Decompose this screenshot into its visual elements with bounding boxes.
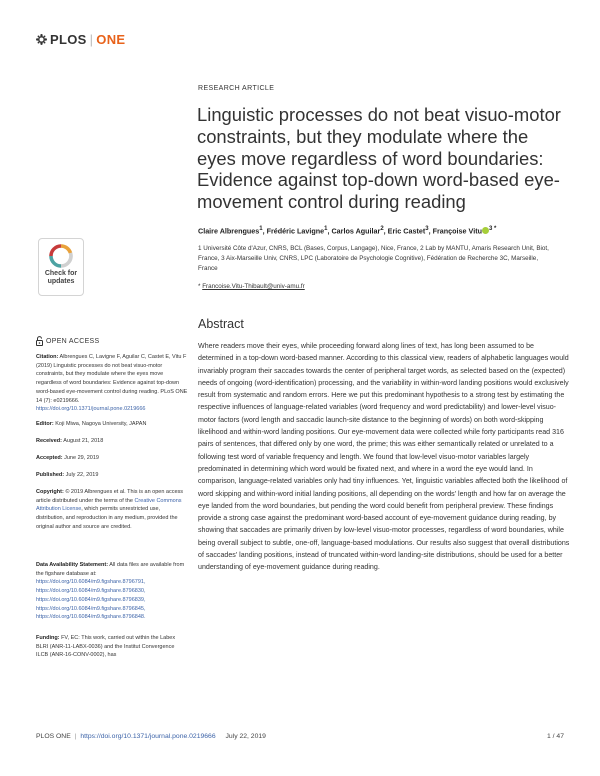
check-for-updates-line2: updates bbox=[47, 278, 75, 285]
journal-name-plos: PLOS bbox=[50, 32, 87, 47]
check-for-updates-badge[interactable] bbox=[38, 238, 84, 296]
correspondence: * Francoise.Vitu-Thibault@univ-amu.fr bbox=[198, 283, 305, 290]
affiliations: 1 Université Côte d'Azur, CNRS, BCL (Bases, Corpus, Langage), Nice, France, 2 Lab by MANTU, Amaris Research Unit, Biot, France, 3 Aix-Marseille Univ, CNRS, LPC (Laboratoire de Psychologie Cognitive), Fédération de Recherche 3C, Marseille, France bbox=[198, 245, 549, 272]
abstract-heading: Abstract bbox=[198, 317, 244, 331]
footer-date: July 22, 2019 bbox=[225, 733, 266, 740]
received-date: Received: August 21, 2018 bbox=[36, 438, 104, 444]
editor-line: Editor: Koji Miwa, Nagoya University, JAPAN bbox=[36, 421, 147, 427]
journal-logo: PLOS | ONE bbox=[36, 32, 125, 47]
footer-doi-link[interactable]: https://doi.org/10.1371/journal.pone.0219666 bbox=[80, 733, 216, 740]
journal-name-one: ONE bbox=[96, 32, 126, 47]
check-for-updates-icon bbox=[49, 244, 73, 268]
author-name: Claire Albrengues bbox=[198, 226, 260, 236]
citation-block: Citation: Albrengues C, Lavigne F, Aguilar C, Castet E, Vitu F (2019) Linguistic processes do not beat visuo-motor constraints, but they modulate where the eyes move regardless of word boundaries: Evidence against top-down word-based eye-movement control during reading. PLoS ONE 14 (7): e0219666. https://doi.org/10.1371/journal.pone.0219666 bbox=[36, 354, 188, 413]
author-name: Françoise Vitu bbox=[432, 226, 482, 236]
page-number: 1 / 47 bbox=[546, 733, 564, 740]
author-list: Claire Albrengues$^1$, Frédéric Lavigne$^1$, Carlos Aguilar$^2$, Eric Castet$^3$, Françoise Vitu $^{3 *}$ bbox=[198, 226, 497, 236]
page-footer: PLOS ONE | https://doi.org/10.1371/journal.pone.0219666 July 22, 2019 1 / 47 bbox=[36, 733, 564, 740]
citation-doi-link[interactable]: https://doi.org/10.1371/journal.pone.0219666 bbox=[36, 406, 146, 413]
check-for-updates-line1: Check for bbox=[44, 270, 78, 277]
orcid-icon[interactable] bbox=[482, 227, 489, 234]
plos-logo-icon bbox=[36, 34, 47, 45]
funding-block: Funding: FV, EC: This work, carried out within the Labex BLRI (ANR-11-LABX-0036) and the Institut Convergence ILCB (ANR-16-CONV-0002), has bbox=[36, 635, 176, 659]
article-title: Linguistic processes do not beat visuo-motor constraints, but they modulate where the eyes move regardless of word boundaries: Evidence against top-down word-based eye-movement control during reading bbox=[197, 104, 561, 213]
corresponding-email-link[interactable]: Francoise.Vitu-Thibault@univ-amu.fr bbox=[202, 283, 305, 290]
abstract-text: Where readers move their eyes, while proceeding forward along lines of text, has long been assumed to be determined in a top-down word-based manner. According to this classical view, readers of alphabetic languages would invariably program their saccades towards the center of peripheral target words, as selected based on the (expected) needs of ongoing (word-identification) processing, and the variability in within-word landing positions would exclusively result from systematic and random errors. Here we put this predominant hypothesis to a strong test by estimating the respective influences of language-related variables (word frequency and word predictability) and lower-level visuo-motor factors (word length and saccadic launch-site distance to the beginning of words) on both word-skipping likelihood and within-word landing positions. Our eye-movement data were collected while forty participants read 316 pairs of sentences, that differed only by one word, the prime; this was either semantically related or unrelated to a following test word of variable frequency and length. We found that low-level visuo-motor variables largely predominated in determining which word would be fixated next, and where in a word the eye would land. In comparison, language-related variables only had tiny influences. Yet, linguistic variables affected both the likelihood of word skipping and within-word initial landing positions, all depending on the words' length and how far on average the eye landed from the word boundaries, but pending the word could benefit from peripheral preview. These findings provide a strong case against the predominant word-based account of eye-movement guidance during reading, by showing that saccades are primarily driven by low-level visuo-motor processes, regardless of word boundaries, while being overall subject to subtle, one-off, language-based modulations. Our results also suggest that overall distributions of saccades' landing positions, instead of truncated within-word landing-site distributions, should be used for a better understanding of eye-movement guidance during reading. bbox=[198, 342, 570, 572]
accepted-date: Accepted: June 29, 2019 bbox=[36, 455, 99, 461]
data-availability-block: Data Availability Statement: All data files are available from the figshare database at: https://doi.org/10.6084/m9.figshare.8796791, https://doi.org/10.6084/m9.figshare.8796830, https://doi.org/10.6084/m9.figshare.8796839, https://doi.org/10.6084/m9.figshare.8796845, https://doi.org/10.6084/m9.figshare.8796848. bbox=[36, 562, 185, 621]
author-name: Frédéric Lavigne bbox=[266, 226, 325, 236]
published-date: Published: July 22, 2019 bbox=[36, 472, 99, 478]
figshare-links[interactable]: https://doi.org/10.6084/m9.figshare.8796791, https://doi.org/10.6084/m9.figshare.8796830, https://doi.org/10.6084/m9.figshare.8796839, https://doi.org/10.6084/m9.figshare.8796845, https://doi.org/10.6084/m9.figshare.8796848. bbox=[36, 579, 146, 621]
article-type: RESEARCH ARTICLE bbox=[198, 85, 275, 92]
author-name: Carlos Aguilar bbox=[331, 226, 381, 236]
author-name: Eric Castet bbox=[387, 226, 426, 236]
open-lock-icon bbox=[36, 336, 43, 346]
cc-license-link[interactable]: Creative Commons Attribution License bbox=[36, 497, 182, 513]
open-access-badge: OPEN ACCESS bbox=[36, 336, 99, 346]
footer-journal: PLOS ONE bbox=[36, 733, 71, 740]
copyright-block: Copyright: © 2019 Albrengues et al. This is an open access article distributed under the terms of the Creative Commons Attribution License, which permits unrestricted use, distribution, and reproduction in any medium, provided the original author and source are credited. bbox=[36, 489, 184, 530]
